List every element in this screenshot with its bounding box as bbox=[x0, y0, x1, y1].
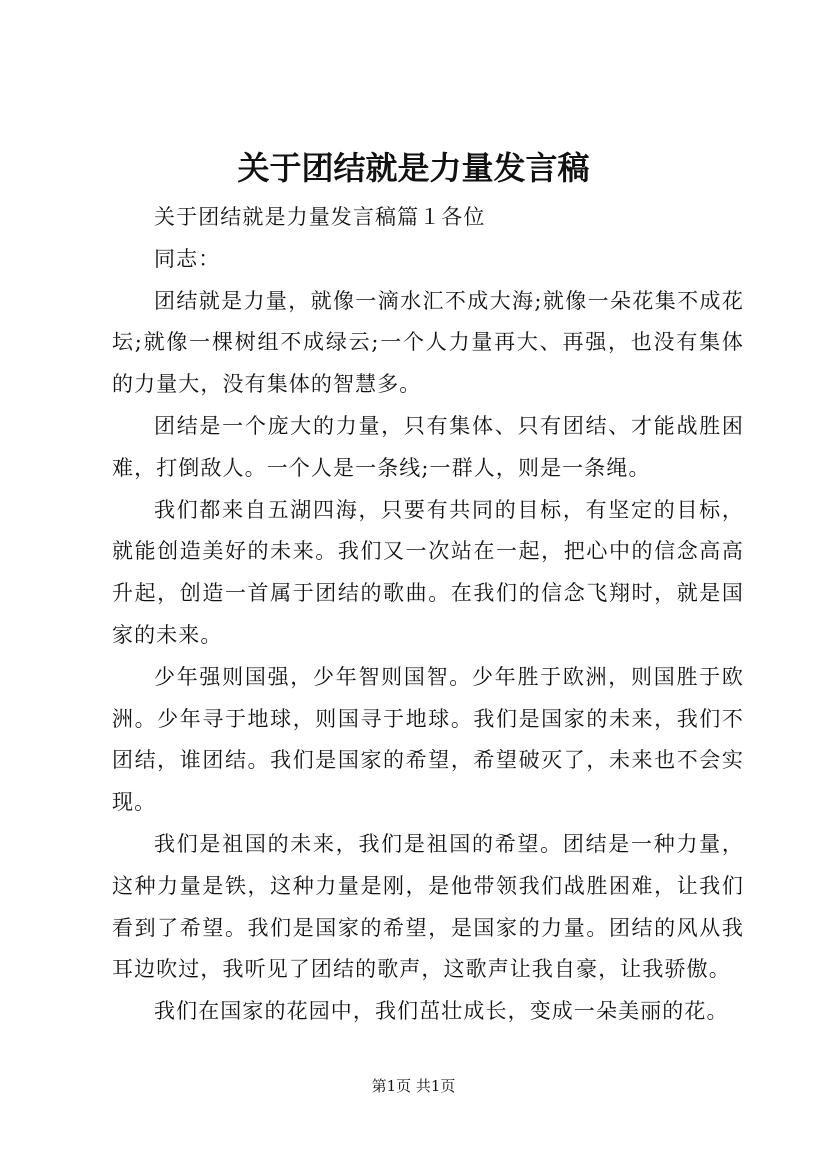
paragraph-8: 我们在国家的花园中，我们茁壮成长，变成一朵美丽的花。 bbox=[154, 999, 729, 1024]
paragraph-5: 我们都来自五湖四海，只要有共同的目标，有坚定的目标，就能创造美好的未来。我们又一次站在一起，把心中的信念高高升起，创造一首属于团结的歌曲。在我们的信念飞翔时，就是国家的未来。 bbox=[112, 497, 744, 647]
paragraph-1: 关于团结就是力量发言稿篇１各位 bbox=[154, 205, 486, 229]
paragraph-2: 同志： bbox=[154, 246, 221, 271]
document-body bbox=[112, 197, 744, 1033]
page-footer: 第1页 共1页 bbox=[371, 1077, 456, 1095]
paragraph-3: 团结就是力量，就像一滴水汇不成大海;就像一朵花集不成花坛;就像一棵树组不成绿云;一个人力量再大、再强，也没有集体的力量大，没有集体的智慧多。 bbox=[112, 288, 744, 397]
paragraph-4: 团结是一个庞大的力量，只有集体、只有团结、才能战胜困难，打倒敌人。一个人是一条线;一群人，则是一条绳。 bbox=[112, 413, 744, 480]
paragraph-6: 少年强则国强，少年智则国智。少年胜于欧洲，则国胜于欧洲。少年寻于地球，则国寻于地球。我们是国家的未来，我们不团结，谁团结。我们是国家的希望，希望破灭了，未来也不会实现。 bbox=[112, 664, 744, 815]
document-title: 关于团结就是力量发言稿 bbox=[237, 149, 590, 187]
paragraph-7: 我们是祖国的未来，我们是祖国的希望。团结是一种力量，这种力量是铁，这种力量是刚，是他带领我们战胜困难，让我们看到了希望。我们是国家的希望，是国家的力量。团结的风从我耳边吹过，我听见了团结的歌声，这歌声让我自豪，让我骄傲。 bbox=[112, 831, 744, 982]
